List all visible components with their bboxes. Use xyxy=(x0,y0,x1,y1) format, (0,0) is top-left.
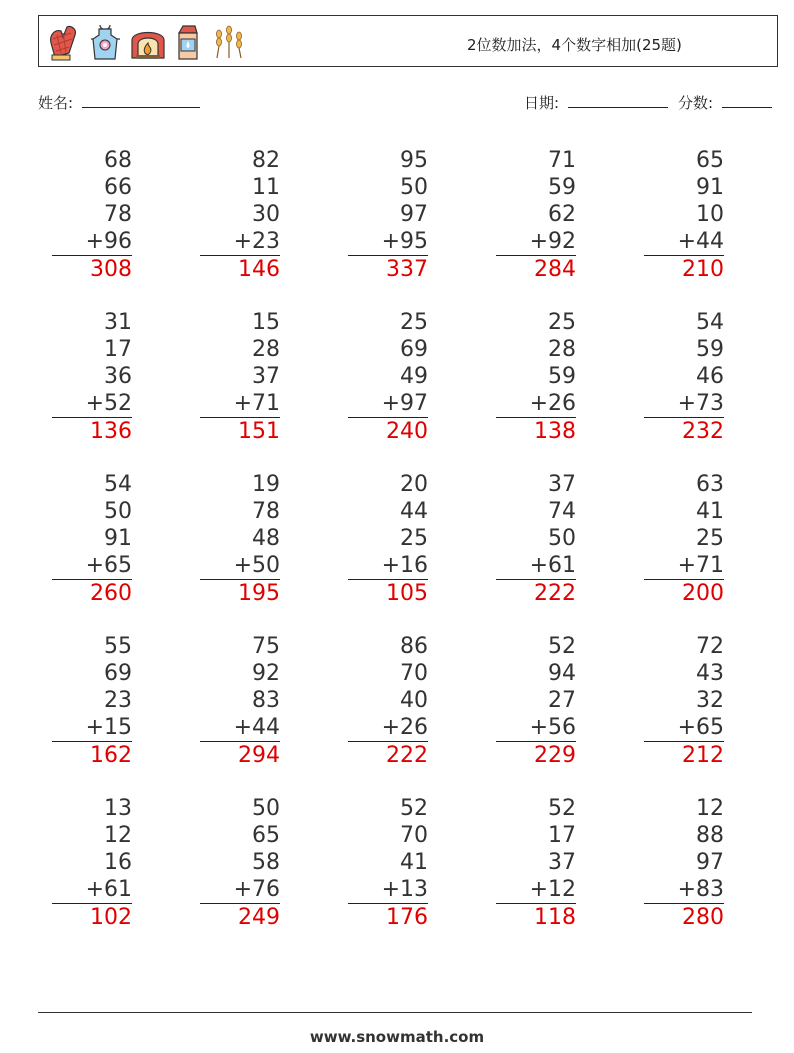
addend: 78 xyxy=(252,499,280,524)
addend: 13 xyxy=(104,796,132,821)
wheat-icon xyxy=(209,24,247,60)
last-addend: +56 xyxy=(496,714,576,742)
addend: 17 xyxy=(548,823,576,848)
addend: 65 xyxy=(252,823,280,848)
addition-problem xyxy=(348,795,428,931)
worksheet-title: 2位数加法，4个数字相加(25题) xyxy=(467,36,682,54)
addition-problem xyxy=(52,633,132,769)
addend: 48 xyxy=(252,526,280,551)
addition-problem xyxy=(52,309,132,445)
answer: 118 xyxy=(534,905,576,930)
last-addend: +50 xyxy=(200,552,280,580)
addend: 70 xyxy=(400,661,428,686)
addend: 88 xyxy=(696,823,724,848)
addend: 68 xyxy=(104,148,132,173)
addend: 16 xyxy=(104,850,132,875)
addend: 27 xyxy=(548,688,576,713)
addend: 52 xyxy=(548,796,576,821)
addend: 37 xyxy=(548,850,576,875)
last-addend: +65 xyxy=(52,552,132,580)
name-field[interactable] xyxy=(38,92,200,113)
addend: 71 xyxy=(548,148,576,173)
last-addend: +44 xyxy=(200,714,280,742)
answer: 232 xyxy=(682,419,724,444)
addend: 70 xyxy=(400,823,428,848)
addend: 75 xyxy=(252,634,280,659)
addend: 91 xyxy=(696,175,724,200)
addition-problem xyxy=(644,633,724,769)
answer: 162 xyxy=(90,743,132,768)
last-addend: +12 xyxy=(496,876,576,904)
date-label: 日期: xyxy=(524,94,560,112)
oven-icon xyxy=(129,24,167,60)
answer: 284 xyxy=(534,257,576,282)
addition-problem xyxy=(644,471,724,607)
answer: 280 xyxy=(682,905,724,930)
addend: 32 xyxy=(696,688,724,713)
addend: 82 xyxy=(252,148,280,173)
date-field[interactable] xyxy=(524,92,668,113)
addition-problem xyxy=(52,471,132,607)
addend: 50 xyxy=(104,499,132,524)
answer: 195 xyxy=(238,581,280,606)
addition-problem xyxy=(644,147,724,283)
addition-problem xyxy=(200,633,280,769)
addend: 37 xyxy=(548,472,576,497)
footer-website: www.snowmath.com xyxy=(309,1028,485,1046)
answer: 294 xyxy=(238,743,280,768)
addend: 36 xyxy=(104,364,132,389)
answer: 210 xyxy=(682,257,724,282)
addition-problem xyxy=(496,633,576,769)
addend: 41 xyxy=(696,499,724,524)
answer: 136 xyxy=(90,419,132,444)
last-addend: +71 xyxy=(644,552,724,580)
milk-carton-icon xyxy=(175,23,201,61)
last-addend: +52 xyxy=(52,390,132,418)
last-addend: +96 xyxy=(52,228,132,256)
addend: 62 xyxy=(548,202,576,227)
addend: 23 xyxy=(104,688,132,713)
last-addend: +44 xyxy=(644,228,724,256)
addend: 86 xyxy=(400,634,428,659)
addend: 12 xyxy=(696,796,724,821)
addend: 65 xyxy=(696,148,724,173)
last-addend: +61 xyxy=(496,552,576,580)
addend: 94 xyxy=(548,661,576,686)
addition-problem xyxy=(348,309,428,445)
addend: 30 xyxy=(252,202,280,227)
last-addend: +92 xyxy=(496,228,576,256)
addend: 11 xyxy=(252,175,280,200)
addition-problem xyxy=(348,633,428,769)
last-addend: +26 xyxy=(496,390,576,418)
addend: 95 xyxy=(400,148,428,173)
addend: 59 xyxy=(548,175,576,200)
addend: 54 xyxy=(696,310,724,335)
addition-problem xyxy=(200,309,280,445)
answer: 146 xyxy=(238,257,280,282)
addend: 41 xyxy=(400,850,428,875)
addend: 50 xyxy=(548,526,576,551)
oven-mitt-icon xyxy=(47,23,81,61)
addend: 92 xyxy=(252,661,280,686)
addition-problem xyxy=(496,309,576,445)
score-field[interactable] xyxy=(678,92,772,113)
addend: 15 xyxy=(252,310,280,335)
answer: 138 xyxy=(534,419,576,444)
addition-problem xyxy=(348,471,428,607)
addend: 28 xyxy=(252,337,280,362)
answer: 222 xyxy=(534,581,576,606)
addend: 59 xyxy=(548,364,576,389)
addition-problem xyxy=(496,471,576,607)
addend: 50 xyxy=(252,796,280,821)
addend: 55 xyxy=(104,634,132,659)
header-icons xyxy=(47,22,247,62)
addend: 37 xyxy=(252,364,280,389)
addend: 31 xyxy=(104,310,132,335)
date-blank[interactable] xyxy=(568,95,668,108)
last-addend: +95 xyxy=(348,228,428,256)
addend: 17 xyxy=(104,337,132,362)
addend: 10 xyxy=(696,202,724,227)
addition-problem xyxy=(200,795,280,931)
answer: 229 xyxy=(534,743,576,768)
answer: 105 xyxy=(386,581,428,606)
addend: 66 xyxy=(104,175,132,200)
answer: 240 xyxy=(386,419,428,444)
last-addend: +61 xyxy=(52,876,132,904)
last-addend: +15 xyxy=(52,714,132,742)
addend: 40 xyxy=(400,688,428,713)
answer: 212 xyxy=(682,743,724,768)
addition-problem xyxy=(200,471,280,607)
last-addend: +71 xyxy=(200,390,280,418)
last-addend: +73 xyxy=(644,390,724,418)
last-addend: +83 xyxy=(644,876,724,904)
apron-icon xyxy=(89,23,121,61)
addition-problem xyxy=(496,795,576,931)
answer: 102 xyxy=(90,905,132,930)
addend: 69 xyxy=(400,337,428,362)
answer: 337 xyxy=(386,257,428,282)
addition-problem xyxy=(348,147,428,283)
addend: 74 xyxy=(548,499,576,524)
last-addend: +76 xyxy=(200,876,280,904)
last-addend: +26 xyxy=(348,714,428,742)
addend: 25 xyxy=(696,526,724,551)
addend: 50 xyxy=(400,175,428,200)
addend: 46 xyxy=(696,364,724,389)
addend: 28 xyxy=(548,337,576,362)
addend: 52 xyxy=(548,634,576,659)
addition-problem xyxy=(200,147,280,283)
addend: 83 xyxy=(252,688,280,713)
addend: 58 xyxy=(252,850,280,875)
addend: 59 xyxy=(696,337,724,362)
worksheet-header xyxy=(38,15,778,67)
last-addend: +16 xyxy=(348,552,428,580)
addend: 49 xyxy=(400,364,428,389)
last-addend: +65 xyxy=(644,714,724,742)
answer: 200 xyxy=(682,581,724,606)
addend: 52 xyxy=(400,796,428,821)
name-label: 姓名: xyxy=(38,94,74,112)
addend: 63 xyxy=(696,472,724,497)
addend: 25 xyxy=(400,310,428,335)
footer-divider xyxy=(38,1012,752,1013)
answer: 260 xyxy=(90,581,132,606)
addend: 97 xyxy=(696,850,724,875)
addend: 12 xyxy=(104,823,132,848)
addend: 43 xyxy=(696,661,724,686)
addend: 97 xyxy=(400,202,428,227)
addend: 54 xyxy=(104,472,132,497)
answer: 222 xyxy=(386,743,428,768)
addend: 91 xyxy=(104,526,132,551)
score-blank[interactable] xyxy=(722,95,772,108)
addition-problem xyxy=(52,795,132,931)
last-addend: +13 xyxy=(348,876,428,904)
last-addend: +23 xyxy=(200,228,280,256)
addend: 20 xyxy=(400,472,428,497)
addition-problem xyxy=(496,147,576,283)
addition-problem xyxy=(52,147,132,283)
answer: 308 xyxy=(90,257,132,282)
addition-problem xyxy=(644,309,724,445)
score-label: 分数: xyxy=(678,94,714,112)
addend: 25 xyxy=(400,526,428,551)
addition-problem xyxy=(644,795,724,931)
answer: 249 xyxy=(238,905,280,930)
addend: 25 xyxy=(548,310,576,335)
name-blank[interactable] xyxy=(82,95,200,108)
last-addend: +97 xyxy=(348,390,428,418)
addend: 72 xyxy=(696,634,724,659)
addend: 44 xyxy=(400,499,428,524)
answer: 176 xyxy=(386,905,428,930)
addend: 78 xyxy=(104,202,132,227)
answer: 151 xyxy=(238,419,280,444)
addend: 69 xyxy=(104,661,132,686)
addend: 19 xyxy=(252,472,280,497)
